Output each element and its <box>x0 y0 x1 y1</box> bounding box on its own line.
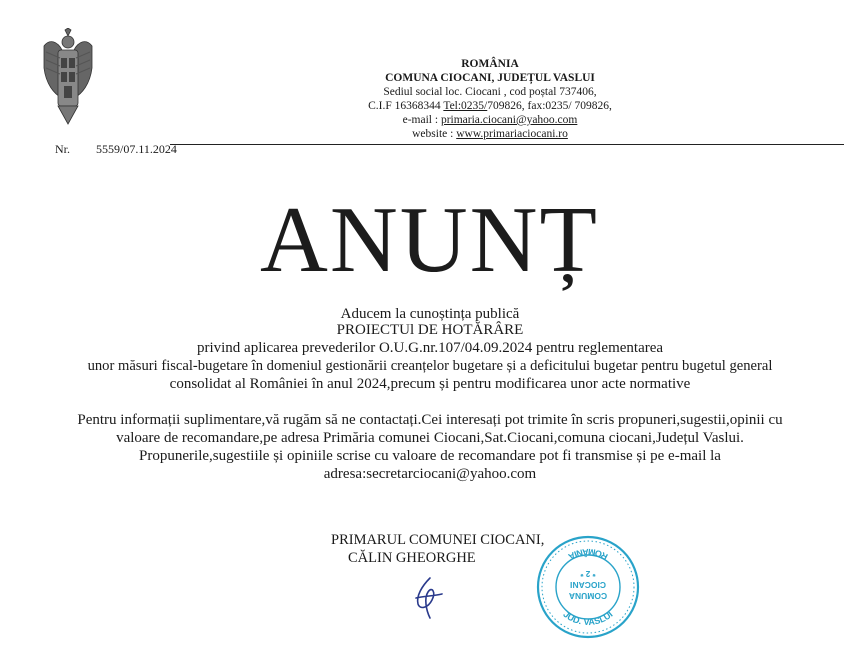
handwritten-signature-icon <box>410 576 446 620</box>
info-line-4: adresa:secretarciocani@yahoo.com <box>323 466 537 482</box>
email-label: e-mail : <box>402 114 439 126</box>
header-institution: COMUNA CIOCANI, JUDEȚUL VASLUI <box>385 72 595 84</box>
body-line-5: consolidat al României în anul 2024,precum și pentru modificarea unor acte normative <box>169 376 691 392</box>
signature-role: PRIMARUL COMUNEI CIOCANI, <box>331 532 545 548</box>
stamp-line-b: CIOCANI <box>570 580 606 590</box>
info-line-1: Pentru informații suplimentare,vă rugăm să ne contactați.Cei interesați pot trimite în scris propuneri,sugestii,opinii cu <box>77 412 783 428</box>
stamp-line-a: COMUNA <box>568 591 608 601</box>
svg-text:JUD. VASLUI <box>561 609 614 627</box>
official-stamp-icon <box>536 535 640 639</box>
page-title: ANUNȚ <box>260 188 599 292</box>
body-line-2: PROIECTUl DE HOTĂRÂRE <box>336 322 524 338</box>
body-line-1: Aducem la cunoștința publică <box>340 306 520 322</box>
stamp-bottom-text: ROMÂNIA <box>566 546 610 562</box>
tel-fax-text: 709826, fax:0235/ 709826, <box>487 100 612 112</box>
website-link[interactable]: www.primariaciocani.ro <box>456 128 568 140</box>
registration-label: Nr. <box>55 142 70 156</box>
body-line-4: unor măsuri fiscal-bugetare în domeniul gestionării creanțelor bugetare și a deficitului bugetar pentru bugetul general <box>87 358 773 374</box>
coat-of-arms-icon <box>40 28 96 126</box>
header-email <box>300 113 680 127</box>
header-country: ROMÂNIA <box>461 58 519 70</box>
signature-name: CĂLIN GHEORGHE <box>348 550 476 566</box>
info-line-2: valoare de recomandare,pe adresa Primăria comunei Ciocani,Sat.Ciocani,comuna ciocani,Județul Vaslui. <box>116 430 744 446</box>
tel-link[interactable]: Tel:0235/ <box>443 100 488 112</box>
body-line-3: privind aplicarea prevederilor O.U.G.nr.107/04.09.2024 pentru reglementarea <box>196 340 664 356</box>
svg-text:ROMÂNIA <box>566 547 609 562</box>
website-label: website : <box>412 128 454 140</box>
header-divider <box>170 144 844 145</box>
email-link[interactable]: primaria.ciocani@yahoo.com <box>440 114 578 126</box>
stamp-top-text: JUD. VASLUI <box>561 609 615 628</box>
stamp-line-c: * 2 * <box>580 569 596 578</box>
header-website <box>300 127 680 141</box>
header-address: Sediul social loc. Ciocani , cod poștal 737406, <box>383 86 597 98</box>
registration-number: 5559/07.11.2024 <box>96 142 177 156</box>
cif-text: C.I.F 16368344 <box>368 100 441 112</box>
info-line-3: Propunerile,sugestiile și opiniile scrise cu valoare de recomandare pot fi transmise și pe e-mail la <box>139 448 721 464</box>
header-contact <box>300 99 680 113</box>
